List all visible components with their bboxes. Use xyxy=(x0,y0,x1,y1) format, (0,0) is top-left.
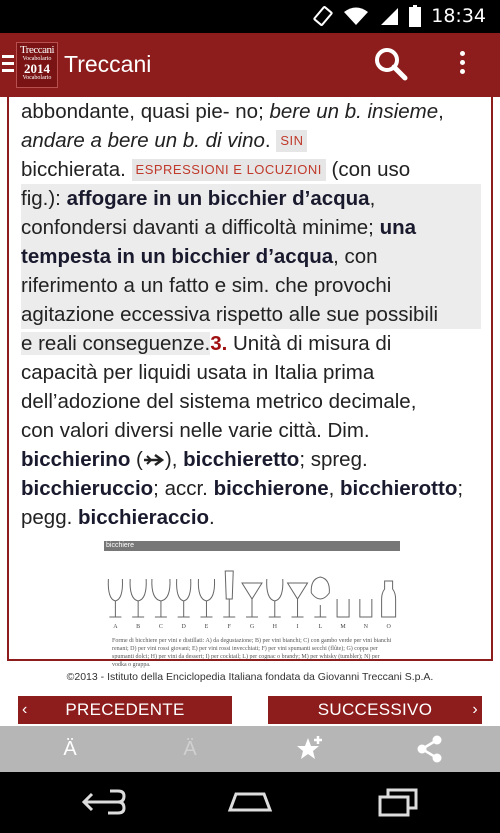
glass-letter: D xyxy=(181,624,186,630)
recents-icon[interactable] xyxy=(374,788,422,816)
glass-letter: G xyxy=(249,624,255,630)
search-icon xyxy=(372,45,410,83)
glass-letter: B xyxy=(136,624,141,630)
status-bar xyxy=(0,0,500,33)
glass-letter: N xyxy=(363,624,369,630)
glass-letter: M xyxy=(340,624,346,630)
text-line: agitazione eccessiva rispetto alle sue possibili xyxy=(21,300,481,329)
chevron-left-icon: ‹ xyxy=(22,701,28,718)
entry-content[interactable] xyxy=(7,97,493,668)
vibrate-icon xyxy=(313,6,333,26)
bottom-toolbar xyxy=(0,726,500,772)
sense-number: 3. xyxy=(210,332,228,355)
glass-letter: E xyxy=(204,624,209,630)
share-icon[interactable] xyxy=(413,732,447,766)
treccani-logo[interactable] xyxy=(16,42,58,88)
app-title: Treccani xyxy=(64,51,152,77)
next-label: SUCCESSIVO xyxy=(317,700,433,719)
text-line: con valori diversi nelle varie città. Dim. xyxy=(21,419,370,442)
hamburger-icon[interactable] xyxy=(2,55,14,75)
battery-icon xyxy=(409,5,421,27)
entry-text xyxy=(21,97,481,532)
signal-icon xyxy=(379,6,399,26)
text-line: dell’adozione del sistema metrico decimale, xyxy=(21,390,417,413)
glass-shape xyxy=(288,583,308,630)
glass-shape xyxy=(360,599,372,630)
text-line: bicchieruccio; accr. bicchierone, bicchierotto; xyxy=(21,477,464,500)
glass-letter: C xyxy=(158,624,163,630)
copyright-notice: ©2013 - Istituto della Enciclopedia Italiana fondata da Giovanni Treccani S.p.A. xyxy=(66,671,434,683)
logo-subtitle: Vocabolario xyxy=(22,56,52,62)
text-line: abbondante, quasi pie- no; bere un b. insieme, xyxy=(21,100,444,123)
text-line: andare a bere un b. di vino. SIN xyxy=(21,126,481,155)
text-line: confondersi davanti a difficoltà minime; una xyxy=(21,213,481,242)
sin-tag[interactable]: SIN xyxy=(276,130,307,152)
clock: 18:34 xyxy=(431,5,486,27)
previous-label: PRECEDENTE xyxy=(65,700,185,719)
logo-label: Vocabolario xyxy=(22,75,52,81)
text-line: pegg. bicchieraccio. xyxy=(21,506,215,529)
glass-letter: F xyxy=(227,624,231,630)
text-line: e reali conseguenze.3. Unità di misura di xyxy=(21,332,392,355)
glass-shape xyxy=(177,579,191,630)
text-line: capacità per liquidi usata in Italia prima xyxy=(21,361,375,384)
logo-year: 2014 xyxy=(24,61,50,76)
text-line: fig.): affogare in un bicchier d’acqua, xyxy=(21,184,481,213)
arrow-link-icon[interactable] xyxy=(143,453,165,467)
decrease-font-icon[interactable]: Ä xyxy=(183,738,197,760)
text-line: tempesta in un bicchier d’acqua, con xyxy=(21,242,481,271)
favorite-star-icon[interactable] xyxy=(293,732,327,766)
text-line: bicchierino ( ), bicchieretto; spreg. xyxy=(21,448,368,471)
chevron-right-icon: › xyxy=(472,701,478,718)
glass-letter: A xyxy=(113,624,118,630)
glass-shape xyxy=(223,571,235,630)
glass-shape xyxy=(130,579,146,630)
glass-letter: L xyxy=(318,624,323,630)
glass-shape xyxy=(242,583,262,630)
glass-shape xyxy=(311,577,329,630)
figure-title: bicchiere xyxy=(106,542,135,549)
glasses-illustration[interactable] xyxy=(104,541,400,668)
figure-caption: Forme di bicchiere per vini e distillati: A) da degustazione; B) per vini bianchi; C) con gambo verde per vini bianchi renani; D) per vini rossi giovani; E) per vini rossi invecchiati; F) per vini spumanti secchi (flûte); G) coppa per spumanti dolci; H) per vini da dessert; I) per cocktail; L) per cognac o brandy; M) per whisky (tumbler); N) per vodka o grappa. xyxy=(112,638,392,668)
overflow-menu-icon[interactable] xyxy=(452,47,472,83)
wifi-icon xyxy=(343,6,369,26)
glass-shape xyxy=(267,579,283,630)
glass-shape xyxy=(108,579,122,630)
text-line: riferimento a un fatto e sim. che provochi xyxy=(21,271,481,300)
glass-shape xyxy=(198,579,214,630)
app-bar xyxy=(0,33,500,97)
glass-shape xyxy=(152,579,170,630)
home-icon[interactable] xyxy=(226,788,274,816)
search-button[interactable] xyxy=(372,45,410,83)
text-line: bicchierata. ESPRESSIONI E LOCUZIONI (con uso xyxy=(21,158,411,181)
glass-letter: O xyxy=(386,624,391,630)
glass-shape xyxy=(337,599,349,630)
logo-brand: Treccani xyxy=(19,44,55,56)
glass-letter: H xyxy=(272,624,277,630)
system-nav-bar xyxy=(0,772,500,833)
back-icon[interactable] xyxy=(80,788,128,816)
next-button[interactable] xyxy=(268,696,482,724)
glasses-drawing xyxy=(104,553,400,633)
previous-button[interactable] xyxy=(18,696,232,724)
glass-letter: I xyxy=(296,624,299,630)
increase-font-icon[interactable]: Ä xyxy=(63,738,77,760)
expressions-tag[interactable]: ESPRESSIONI E LOCUZIONI xyxy=(132,159,326,181)
glass-shape xyxy=(382,581,396,630)
